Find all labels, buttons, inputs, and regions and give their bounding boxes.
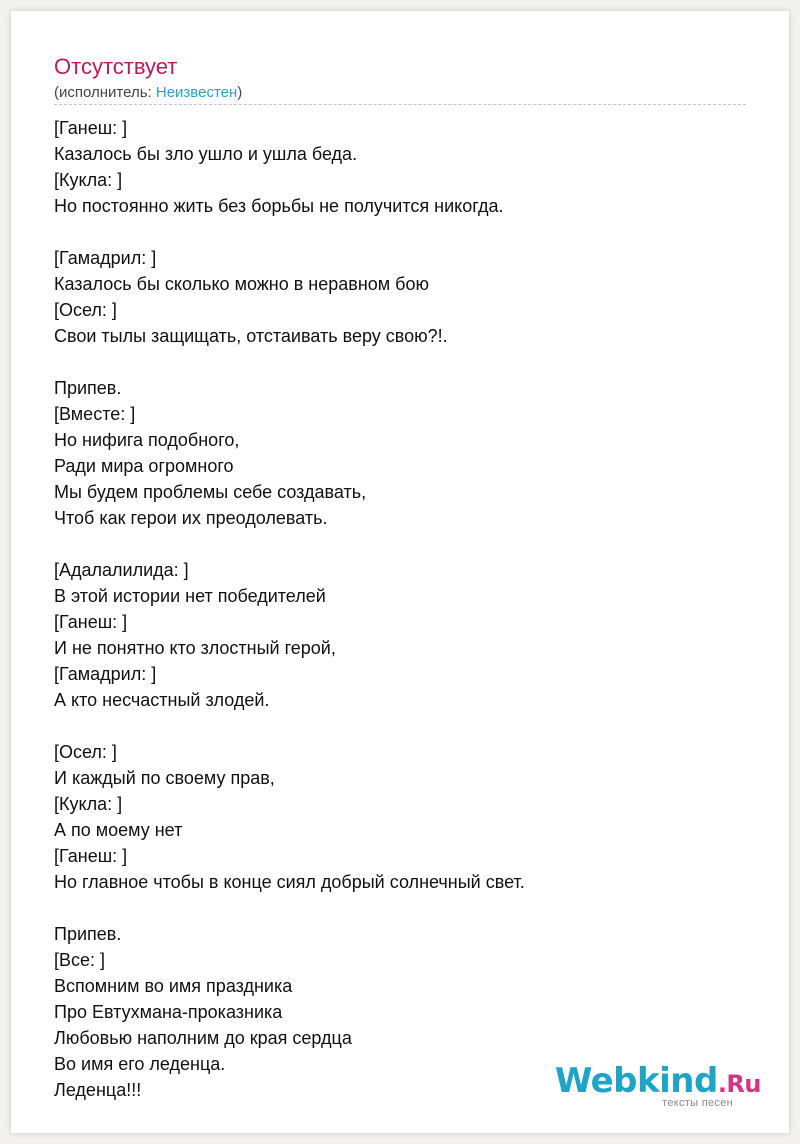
lyric-line: [54, 895, 746, 921]
lyric-line: [54, 219, 746, 245]
song-title: Отсутствует: [54, 54, 178, 79]
lyric-line: [Гамадрил: ]: [54, 664, 157, 684]
lyric-line: [54, 349, 746, 375]
lyric-line: А кто несчастный злодей.: [54, 690, 270, 710]
lyric-line: [Осел: ]: [54, 300, 117, 320]
lyric-line: Казалось бы зло ушло и ушла беда.: [54, 144, 358, 164]
lyric-line: [Осел: ]: [54, 742, 117, 762]
lyric-line: [Вместе: ]: [54, 404, 136, 424]
lyric-line: Но нифига подобного,: [54, 430, 240, 450]
logo-brand: Webkind: [554, 1061, 718, 1101]
lyric-line: [Ганеш: ]: [54, 118, 128, 138]
lyrics-text: [54, 115, 746, 1103]
lyric-line: Про Евтухмана-проказника: [54, 1002, 283, 1022]
lyric-line: [Адалалилида: ]: [54, 560, 189, 580]
lyric-line: [Гамадрил: ]: [54, 248, 157, 268]
lyric-line: Мы будем проблемы себе создавать,: [54, 482, 367, 502]
lyric-line: И каждый по своему прав,: [54, 768, 275, 788]
logo-tld: .Ru: [717, 1070, 761, 1098]
byline-suffix: ): [237, 84, 243, 101]
lyric-line: [Ганеш: ]: [54, 612, 128, 632]
lyric-line: Чтоб как герои их преодолевать.: [54, 508, 328, 528]
artist-link[interactable]: Неизвестен: [155, 84, 238, 101]
lyric-line: Леденца!!!: [54, 1080, 142, 1100]
lyric-line: Свои тылы защищать, отстаивать веру свою?!.: [54, 326, 448, 346]
lyric-line: Вспомним во имя праздника: [54, 976, 293, 996]
lyric-line: [Все: ]: [54, 950, 106, 970]
lyric-line: [Кукла: ]: [54, 794, 123, 814]
lyric-line: Любовью наполним до края сердца: [54, 1028, 352, 1048]
lyric-line: Но главное чтобы в конце сиял добрый солнечный свет.: [54, 872, 525, 892]
header-divider: [54, 104, 746, 105]
lyric-line: [Кукла: ]: [54, 170, 123, 190]
lyric-line: [54, 713, 746, 739]
page-frame: [11, 11, 789, 1133]
lyric-line: Припев.: [54, 378, 122, 398]
lyric-line: Ради мира огромного: [54, 456, 234, 476]
site-logo[interactable]: [554, 1061, 761, 1109]
lyric-line: [54, 531, 746, 557]
lyric-line: Припев.: [54, 924, 122, 944]
lyric-line: В этой истории нет победителей: [54, 586, 326, 606]
lyric-line: А по моему нет: [54, 820, 183, 840]
artist-byline: [54, 84, 242, 102]
lyric-line: Казалось бы сколько можно в неравном бою: [54, 274, 429, 294]
lyric-line: Во имя его леденца.: [54, 1054, 226, 1074]
lyric-line: [Ганеш: ]: [54, 846, 128, 866]
lyric-line: Но постоянно жить без борьбы не получится никогда.: [54, 196, 504, 216]
lyric-line: И не понятно кто злостный герой,: [54, 638, 336, 658]
logo-tagline: тексты песен: [662, 1097, 733, 1109]
logo-wordmark: [554, 1061, 761, 1101]
byline-prefix: (исполнитель:: [54, 84, 156, 101]
